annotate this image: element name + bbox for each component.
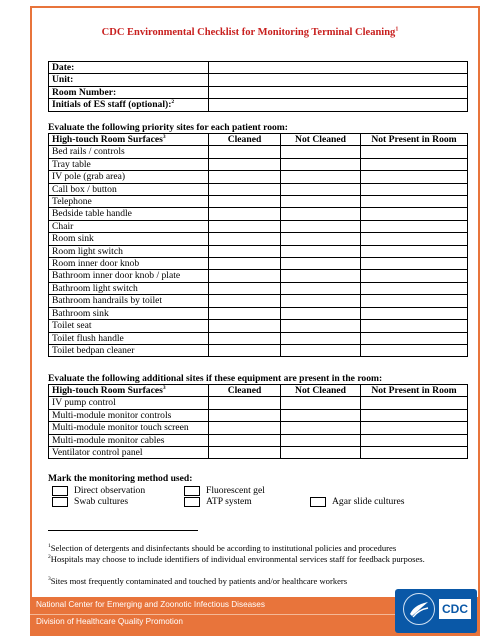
- not-present-cell[interactable]: [361, 258, 468, 270]
- priority-row-room-light-switch: [49, 245, 468, 257]
- not-cleaned-cell[interactable]: [281, 146, 361, 158]
- not-cleaned-cell[interactable]: [281, 295, 361, 307]
- not-cleaned-cell[interactable]: [281, 397, 361, 409]
- unit-label: Unit:: [49, 74, 209, 86]
- info-table: [48, 61, 468, 112]
- priority-row-iv-pole-grab-area: [49, 171, 468, 183]
- surface-label: Toilet flush handle: [49, 332, 209, 344]
- priority-row-chair: [49, 220, 468, 232]
- additional-section-heading: Evaluate the following additional sites if these equipment are present in the room:: [48, 373, 383, 384]
- priority-row-toilet-bedpan-cleaner: [49, 344, 468, 356]
- additional-row-iv-pump-control: [49, 397, 468, 409]
- info-row-date: [49, 62, 468, 74]
- surface-label: Multi-module monitor controls: [49, 409, 209, 421]
- not-present-cell[interactable]: [361, 307, 468, 319]
- initials-label: Initials of ES staff (optional):$^2$: [49, 99, 209, 111]
- additional-row-multi-module-monitor-cables: [49, 434, 468, 446]
- not-present-cell[interactable]: [361, 196, 468, 208]
- footnote-2: $^2$Hospitals may choose to include identifiers of individual environmental services staff for feedback purposes.: [48, 554, 425, 564]
- not-cleaned-cell[interactable]: [281, 183, 361, 195]
- info-row-initials: [49, 99, 468, 111]
- date-field[interactable]: [209, 62, 468, 74]
- surface-label: Tray table: [49, 158, 209, 170]
- footnote-3: $^3$Sites most frequently contaminated and touched by patients and/or healthcare workers: [48, 576, 348, 586]
- footnote-1: $^1$Selection of detergents and disinfectants should be according to institutional policies and procedures: [48, 543, 397, 553]
- cleaned-cell[interactable]: [209, 245, 281, 257]
- method-direct-observation[interactable]: Direct observation: [52, 485, 145, 496]
- surface-label: Ventilator control panel: [49, 447, 209, 459]
- banner-divider: [30, 614, 410, 615]
- priority-row-room-sink: [49, 233, 468, 245]
- priority-row-toilet-seat: [49, 320, 468, 332]
- method-swab-cultures[interactable]: Swab cultures: [52, 496, 128, 507]
- surface-label: Bathroom inner door knob / plate: [49, 270, 209, 282]
- checkbox[interactable]: [184, 486, 200, 496]
- not-cleaned-cell[interactable]: [281, 233, 361, 245]
- not-present-cell[interactable]: [361, 397, 468, 409]
- priority-table-header: [49, 134, 468, 146]
- cleaned-cell[interactable]: [209, 233, 281, 245]
- cdc-wordmark: CDC: [439, 599, 471, 619]
- cleaned-cell[interactable]: [209, 409, 281, 421]
- cleaned-cell[interactable]: [209, 320, 281, 332]
- col-header-not-present: Not Present in Room: [361, 134, 468, 146]
- not-present-cell[interactable]: [361, 158, 468, 170]
- col-header-surfaces: High-touch Room Surfaces$^3$: [49, 385, 209, 397]
- priority-sites-table: [48, 133, 468, 357]
- not-cleaned-cell[interactable]: [281, 158, 361, 170]
- col-header-not-cleaned: Not Cleaned: [281, 385, 361, 397]
- not-present-cell[interactable]: [361, 171, 468, 183]
- not-present-cell[interactable]: [361, 270, 468, 282]
- not-present-cell[interactable]: [361, 320, 468, 332]
- additional-row-multi-module-monitor-controls: [49, 409, 468, 421]
- checkbox[interactable]: [310, 497, 326, 507]
- surface-label: Bathroom light switch: [49, 282, 209, 294]
- method-atp-system[interactable]: ATP system: [184, 496, 252, 507]
- banner-division-name: Division of Healthcare Quality Promotion: [36, 617, 183, 626]
- unit-field[interactable]: [209, 74, 468, 86]
- method-fluorescent-gel[interactable]: Fluorescent gel: [184, 485, 265, 496]
- date-label: Date:: [49, 62, 209, 74]
- surface-label: Bathroom handrails by toilet: [49, 295, 209, 307]
- not-present-cell[interactable]: [361, 409, 468, 421]
- not-present-cell[interactable]: [361, 245, 468, 257]
- priority-row-room-inner-door-knob: [49, 258, 468, 270]
- room-number-label: Room Number:: [49, 86, 209, 98]
- surface-label: Multi-module monitor touch screen: [49, 422, 209, 434]
- priority-section-heading: Evaluate the following priority sites for each patient room:: [48, 122, 288, 133]
- banner-center-name: National Center for Emerging and Zoonotic Infectious Diseases: [36, 600, 265, 609]
- not-cleaned-cell[interactable]: [281, 409, 361, 421]
- cleaned-cell[interactable]: [209, 208, 281, 220]
- cleaned-cell[interactable]: [209, 307, 281, 319]
- not-present-cell[interactable]: [361, 146, 468, 158]
- footnote-divider: [48, 530, 198, 531]
- not-cleaned-cell[interactable]: [281, 171, 361, 183]
- cleaned-cell[interactable]: [209, 171, 281, 183]
- not-cleaned-cell[interactable]: [281, 208, 361, 220]
- info-row-unit: [49, 74, 468, 86]
- not-cleaned-cell[interactable]: [281, 307, 361, 319]
- surface-label: Room light switch: [49, 245, 209, 257]
- cleaned-cell[interactable]: [209, 344, 281, 356]
- surface-label: Bedside table handle: [49, 208, 209, 220]
- priority-row-telephone: [49, 196, 468, 208]
- not-present-cell[interactable]: [361, 233, 468, 245]
- col-header-not-present: Not Present in Room: [361, 385, 468, 397]
- not-cleaned-cell[interactable]: [281, 344, 361, 356]
- cleaned-cell[interactable]: [209, 447, 281, 459]
- not-cleaned-cell[interactable]: [281, 245, 361, 257]
- hhs-seal-icon: [403, 593, 435, 625]
- surface-label: IV pole (grab area): [49, 171, 209, 183]
- additional-row-multi-module-monitor-touch-screen: [49, 422, 468, 434]
- cdc-logo: [395, 589, 477, 633]
- room-number-field[interactable]: [209, 86, 468, 98]
- priority-row-bathroom-light-switch: [49, 282, 468, 294]
- not-cleaned-cell[interactable]: [281, 258, 361, 270]
- checkbox[interactable]: [52, 497, 68, 507]
- not-present-cell[interactable]: [361, 447, 468, 459]
- not-present-cell[interactable]: [361, 434, 468, 446]
- not-cleaned-cell[interactable]: [281, 270, 361, 282]
- not-cleaned-cell[interactable]: [281, 282, 361, 294]
- cleaned-cell[interactable]: [209, 282, 281, 294]
- surface-label: Telephone: [49, 196, 209, 208]
- info-row-room-number: [49, 86, 468, 98]
- surface-label: Call box / button: [49, 183, 209, 195]
- cleaned-cell[interactable]: [209, 332, 281, 344]
- col-header-cleaned: Cleaned: [209, 134, 281, 146]
- cleaned-cell[interactable]: [209, 183, 281, 195]
- not-present-cell[interactable]: [361, 295, 468, 307]
- not-present-cell[interactable]: [361, 344, 468, 356]
- priority-row-tray-table: [49, 158, 468, 170]
- not-present-cell[interactable]: [361, 208, 468, 220]
- priority-row-bed-rails-controls: [49, 146, 468, 158]
- checkbox[interactable]: [52, 486, 68, 496]
- not-cleaned-cell[interactable]: [281, 320, 361, 332]
- not-present-cell[interactable]: [361, 332, 468, 344]
- not-present-cell[interactable]: [361, 183, 468, 195]
- priority-row-bathroom-inner-door-knob-plate: [49, 270, 468, 282]
- priority-row-bathroom-sink: [49, 307, 468, 319]
- cleaned-cell[interactable]: [209, 434, 281, 446]
- surface-label: Bathroom sink: [49, 307, 209, 319]
- cleaned-cell[interactable]: [209, 196, 281, 208]
- col-header-surfaces: High-touch Room Surfaces$^3$: [49, 134, 209, 146]
- method-agar-slide-cultures[interactable]: Agar slide cultures: [310, 496, 404, 507]
- not-cleaned-cell[interactable]: [281, 220, 361, 232]
- priority-row-bathroom-handrails-by-toilet: [49, 295, 468, 307]
- priority-row-toilet-flush-handle: [49, 332, 468, 344]
- cleaned-cell[interactable]: [209, 295, 281, 307]
- additional-sites-table: [48, 384, 468, 459]
- additional-table-header: [49, 385, 468, 397]
- cleaned-cell[interactable]: [209, 158, 281, 170]
- surface-label: Toilet seat: [49, 320, 209, 332]
- page-title: CDC Environmental Checklist for Monitoring Terminal Cleaning$^1$: [101, 26, 399, 38]
- col-header-cleaned: Cleaned: [209, 385, 281, 397]
- cleaned-cell[interactable]: [209, 146, 281, 158]
- surface-label: Multi-module monitor cables: [49, 434, 209, 446]
- col-header-not-cleaned: Not Cleaned: [281, 134, 361, 146]
- not-present-cell[interactable]: [361, 282, 468, 294]
- not-cleaned-cell[interactable]: [281, 434, 361, 446]
- cleaned-cell[interactable]: [209, 422, 281, 434]
- cleaned-cell[interactable]: [209, 220, 281, 232]
- not-cleaned-cell[interactable]: [281, 422, 361, 434]
- surface-label: Toilet bedpan cleaner: [49, 344, 209, 356]
- not-present-cell[interactable]: [361, 422, 468, 434]
- cleaned-cell[interactable]: [209, 270, 281, 282]
- monitoring-method-heading: Mark the monitoring method used:: [48, 473, 193, 484]
- initials-field[interactable]: [209, 99, 468, 111]
- priority-row-call-box-button: [49, 183, 468, 195]
- cleaned-cell[interactable]: [209, 258, 281, 270]
- checkbox[interactable]: [184, 497, 200, 507]
- priority-row-bedside-table-handle: [49, 208, 468, 220]
- additional-row-ventilator-control-panel: [49, 447, 468, 459]
- not-cleaned-cell[interactable]: [281, 447, 361, 459]
- not-cleaned-cell[interactable]: [281, 196, 361, 208]
- cleaned-cell[interactable]: [209, 397, 281, 409]
- not-cleaned-cell[interactable]: [281, 332, 361, 344]
- surface-label: Bed rails / controls: [49, 146, 209, 158]
- surface-label: Room inner door knob: [49, 258, 209, 270]
- surface-label: Chair: [49, 220, 209, 232]
- surface-label: Room sink: [49, 233, 209, 245]
- surface-label: IV pump control: [49, 397, 209, 409]
- not-present-cell[interactable]: [361, 220, 468, 232]
